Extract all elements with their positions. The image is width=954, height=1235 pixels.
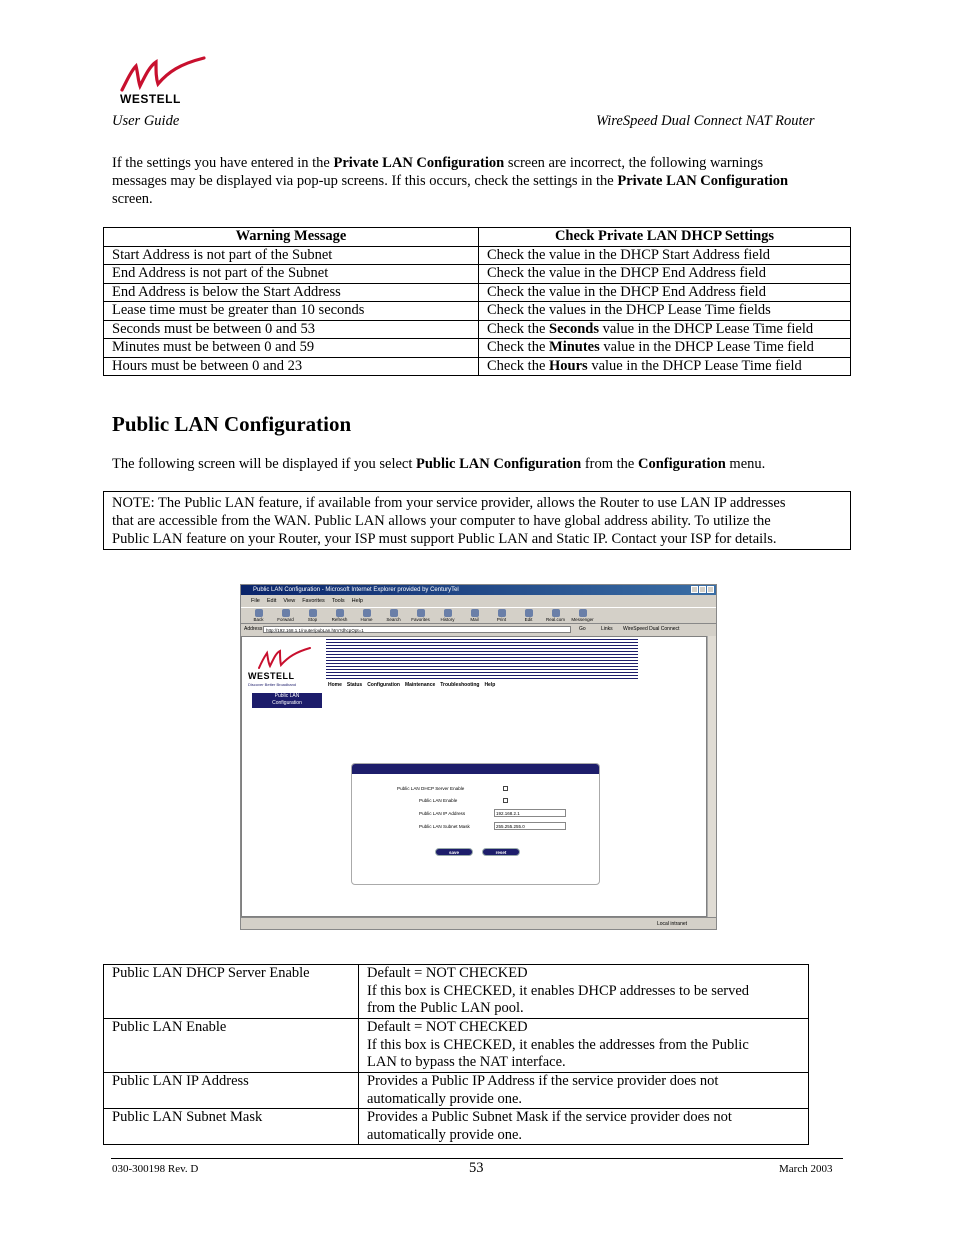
table-row (104, 339, 851, 358)
section-paragraph: The following screen will be displayed if you select Public LAN Configuration from the Configuration menu. (112, 456, 766, 472)
field-description: Provides a Public IP Address if the service provider does not automatically provide one. (359, 1073, 809, 1109)
footer-left: 030-300198 Rev. D (112, 1163, 199, 1175)
table-row (104, 302, 851, 321)
table-row (104, 320, 851, 339)
westell-logo (118, 56, 208, 106)
westell-logo-icon (256, 647, 312, 671)
table-row (104, 265, 851, 284)
status-bar (241, 917, 716, 929)
menu-bar (241, 595, 716, 607)
warning-header: Warning Message (104, 228, 479, 247)
link-wirespeed[interactable]: WireSpeed Dual Connect (623, 626, 680, 632)
page-content (241, 636, 707, 917)
nav-help[interactable]: Help (484, 682, 496, 688)
warning-message: End Address is below the Start Address (104, 283, 479, 302)
check-setting: Check the value in the DHCP End Address field (479, 265, 851, 284)
header-right: WireSpeed Dual Connect NAT Router (596, 113, 815, 129)
mail-button[interactable]: Mail (461, 608, 488, 625)
field-description: Default = NOT CHECKED If this box is CHECKED, it enables the addresses from the Public LAN to bypass the NAT interface. (359, 1019, 809, 1073)
check-setting: Check the values in the DHCP Lease Time fields (479, 302, 851, 321)
header-stripes (326, 639, 638, 679)
close-icon[interactable] (707, 586, 714, 593)
check-setting: Check the Hours value in the DHCP Lease Time field (479, 357, 851, 376)
page-number: 53 (469, 1160, 484, 1176)
menu-favorites[interactable]: Favorites (302, 598, 325, 604)
footer-right: March 2003 (779, 1163, 833, 1175)
browser-toolbar (241, 607, 716, 624)
field-name: Public LAN DHCP Server Enable (104, 965, 359, 1019)
window-controls (691, 586, 714, 593)
address-bar (241, 624, 716, 635)
section-title: Public LAN Configuration (112, 412, 352, 436)
westell-site-logo: WESTELL (248, 671, 295, 681)
table-row (104, 1073, 809, 1109)
field-name: Public LAN IP Address (104, 1073, 359, 1109)
note-box (103, 491, 851, 550)
save-button[interactable]: save (435, 848, 473, 856)
table-header-row (104, 228, 851, 247)
address-input[interactable]: http://192.168.1.1/router/pubLan.htm?dhcpOpt=1 (263, 626, 571, 633)
check-setting: Check the value in the DHCP Start Address field (479, 246, 851, 265)
header-left: User Guide (112, 113, 180, 129)
realcom-icon (552, 609, 560, 617)
field-name: Public LAN Enable (104, 1019, 359, 1073)
field-description: Default = NOT CHECKED If this box is CHECKED, it enables DHCP addresses to be served from the Public LAN pool. (359, 965, 809, 1019)
check-setting: Check the Seconds value in the DHCP Lease Time field (479, 320, 851, 339)
go-button[interactable]: Go (579, 626, 586, 632)
realcom-button[interactable]: Real.com (542, 608, 569, 625)
menu-help[interactable]: Help (351, 598, 363, 604)
warning-message: Seconds must be between 0 and 53 (104, 320, 479, 339)
messenger-icon (579, 609, 587, 617)
dhcp-enable-checkbox[interactable] (503, 786, 508, 791)
messenger-button[interactable]: Messenger (569, 608, 596, 625)
edit-icon (525, 609, 533, 617)
refresh-button[interactable]: Refresh (326, 608, 353, 625)
nav-home[interactable]: Home (328, 682, 342, 688)
table-row (104, 1019, 809, 1073)
menu-edit[interactable]: Edit (266, 598, 277, 604)
refresh-icon (336, 609, 344, 617)
vertical-scrollbar[interactable] (707, 636, 716, 917)
warning-message: Minutes must be between 0 and 59 (104, 339, 479, 358)
tagline: Discover Better Broadband (248, 682, 297, 687)
note-line: Public LAN feature on your Router, your ISP must support Public LAN and Static IP. Contact your ISP for details. (112, 531, 777, 547)
address-label: Address (244, 626, 263, 632)
field-name: Public LAN Subnet Mask (104, 1109, 359, 1145)
ip-address-label: Public LAN IP Address (419, 811, 466, 816)
check-setting: Check the value in the DHCP End Address field (479, 283, 851, 302)
nav-status[interactable]: Status (346, 682, 363, 688)
search-icon (390, 609, 398, 617)
mail-icon (471, 609, 479, 617)
favorites-button[interactable]: Favorites (407, 608, 434, 625)
stop-button[interactable]: Stop (299, 608, 326, 625)
history-button[interactable]: History (434, 608, 461, 625)
links-label[interactable]: Links (601, 626, 613, 632)
panel-header-bar (352, 764, 600, 774)
lan-enable-checkbox[interactable] (503, 798, 508, 803)
forward-icon (282, 609, 290, 617)
field-description: Provides a Public Subnet Mask if the service provider does not automatically provide one. (359, 1109, 809, 1145)
window-titlebar (241, 585, 716, 595)
logo-text: WESTELL (120, 92, 181, 106)
check-header: Check Private LAN DHCP Settings (479, 228, 851, 247)
home-icon (363, 609, 371, 617)
forward-button[interactable]: Forward (272, 608, 299, 625)
note-line: NOTE: The Public LAN feature, if available from your service provider, allows the Router to use LAN IP addresses (112, 495, 786, 511)
sidebar-item-public-lan[interactable]: Public LAN Configuration (252, 693, 322, 708)
site-nav (328, 682, 495, 688)
subnet-mask-label: Public LAN Subnet Mask (419, 824, 470, 829)
menu-tools[interactable]: Tools (331, 598, 345, 604)
maximize-icon[interactable] (699, 586, 706, 593)
home-button[interactable]: Home (353, 608, 380, 625)
warning-message: End Address is not part of the Subnet (104, 265, 479, 284)
dhcp-enable-label: Public LAN DHCP Server Enable (397, 786, 465, 791)
fields-table (103, 964, 809, 1145)
table-row (104, 965, 809, 1019)
warnings-table (103, 227, 851, 376)
menu-view[interactable]: View (283, 598, 296, 604)
stop-icon (309, 609, 317, 617)
table-row (104, 357, 851, 376)
public-lan-form (351, 763, 600, 885)
nav-maintenance[interactable]: Maintenance (404, 682, 436, 688)
warning-message: Start Address is not part of the Subnet (104, 246, 479, 265)
reset-button[interactable]: reset (482, 848, 520, 856)
status-text: Local intranet (657, 921, 688, 927)
warning-message: Hours must be between 0 and 23 (104, 357, 479, 376)
table-row (104, 246, 851, 265)
browser-screenshot (240, 584, 717, 930)
history-icon (444, 609, 452, 617)
favorites-icon (417, 609, 425, 617)
footer-rule (111, 1158, 843, 1159)
subnet-mask-input[interactable]: 255.255.255.0 (494, 822, 566, 830)
edit-button[interactable]: Edit (515, 608, 542, 625)
check-setting: Check the Minutes value in the DHCP Lease Time field (479, 339, 851, 358)
back-icon (255, 609, 263, 617)
nav-troubleshooting[interactable]: Troubleshooting (440, 682, 480, 688)
ip-address-input[interactable]: 192.168.2.1 (494, 809, 566, 817)
warning-message: Lease time must be greater than 10 seconds (104, 302, 479, 321)
window-title: Public LAN Configuration - Microsoft Internet Explorer provided by CenturyTel (253, 587, 459, 593)
table-row (104, 1109, 809, 1145)
print-button[interactable]: Print (488, 608, 515, 625)
nav-configuration[interactable]: Configuration (367, 682, 400, 688)
westell-logo-icon (118, 56, 208, 94)
menu-file[interactable]: File (251, 598, 260, 604)
back-button[interactable]: Back (245, 608, 272, 625)
note-line: that are accessible from the WAN. Public LAN allows your computer to have global address ability. To utilize the (112, 513, 771, 529)
search-button[interactable]: Search (380, 608, 407, 625)
minimize-icon[interactable] (691, 586, 698, 593)
table-row (104, 283, 851, 302)
print-icon (498, 609, 506, 617)
lan-enable-label: Public LAN Enable (419, 798, 458, 803)
intro-paragraph: If the settings you have entered in the Private LAN Configuration screen are incorrect, the following warnings messages may be displayed via pop-up screens. If this occurs, check the settings in the Private LAN Configuration screen. (112, 155, 789, 207)
